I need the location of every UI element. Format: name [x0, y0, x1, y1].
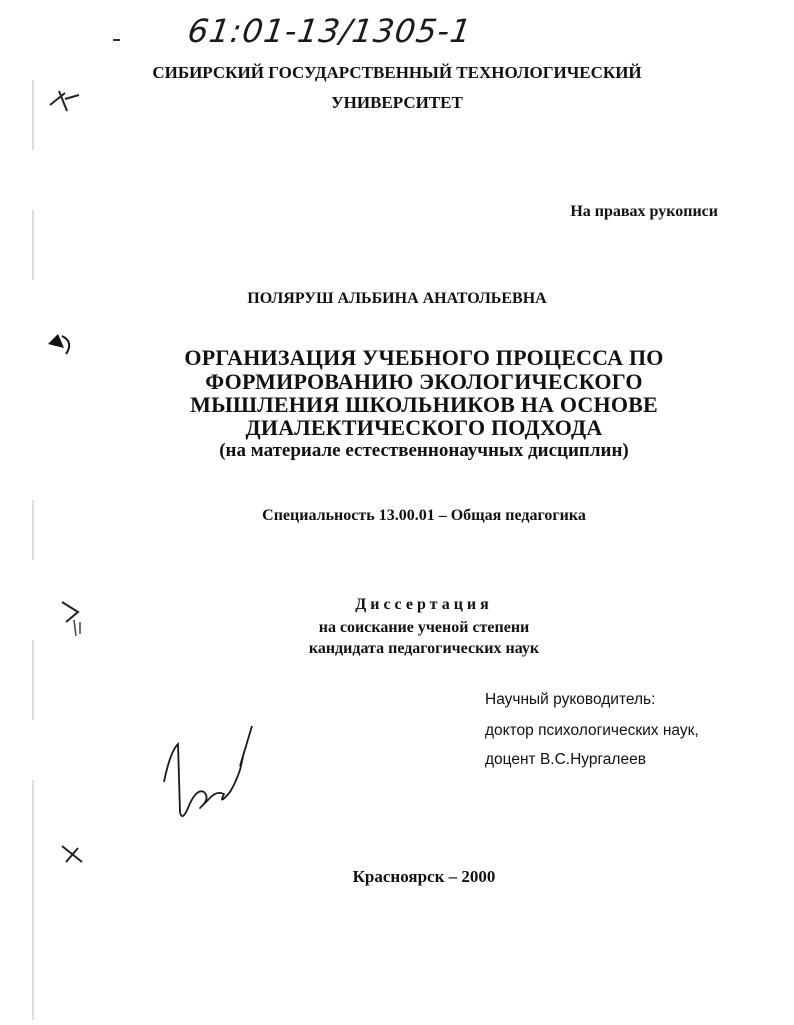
degree-line2: кандидата педагогических наук [308, 640, 540, 657]
margin-mark-mid-icon [58, 598, 88, 638]
thesis-title-line2: ФОРМИРОВАНИЮ ЭКОЛОГИЧЕСКОГО [205, 369, 643, 394]
advisor-heading: Научный руководитель: [485, 691, 656, 708]
punch-hole-mark-icon [44, 328, 80, 362]
margin-mark-top-icon [45, 85, 85, 115]
left-edge-line-icon [30, 80, 36, 1020]
archive-code: 61:01-13/1305-1 [185, 12, 475, 50]
handwritten-signature-icon [152, 722, 262, 832]
advisor-degree: доктор психологических наук, [485, 722, 699, 739]
degree-line1: на соискание ученой степени [318, 619, 530, 636]
margin-mark-bottom-icon [58, 840, 88, 870]
thesis-title-line1: ОРГАНИЗАЦИЯ УЧЕБНОГО ПРОЦЕССА ПО [184, 345, 664, 370]
specialty: Специальность 13.00.01 – Общая педагогика [262, 507, 586, 524]
university-name-line1: СИБИРСКИЙ ГОСУДАРСТВЕННЫЙ ТЕХНОЛОГИЧЕСКИЙ [152, 63, 642, 82]
margin-mark-tick-icon [112, 36, 122, 44]
thesis-title-line4: ДИАЛЕКТИЧЕСКОГО ПОДХОДА [245, 415, 603, 440]
author-name: ПОЛЯРУШ АЛЬБИНА АНАТОЛЬЕВНА [247, 290, 547, 307]
rights-note: На правах рукописи [570, 203, 718, 220]
advisor-name: доцент В.С.Нургалеев [485, 751, 646, 768]
city-year: Красноярск – 2000 [352, 867, 496, 886]
dissertation-label: Диссертация [355, 596, 493, 613]
thesis-title-line3: МЫШЛЕНИЯ ШКОЛЬНИКОВ НА ОСНОВЕ [190, 392, 658, 417]
university-name-line2: УНИВЕРСИТЕТ [331, 93, 463, 112]
thesis-subtitle: (на материале естественнонаучных дисциплин) [219, 440, 629, 461]
